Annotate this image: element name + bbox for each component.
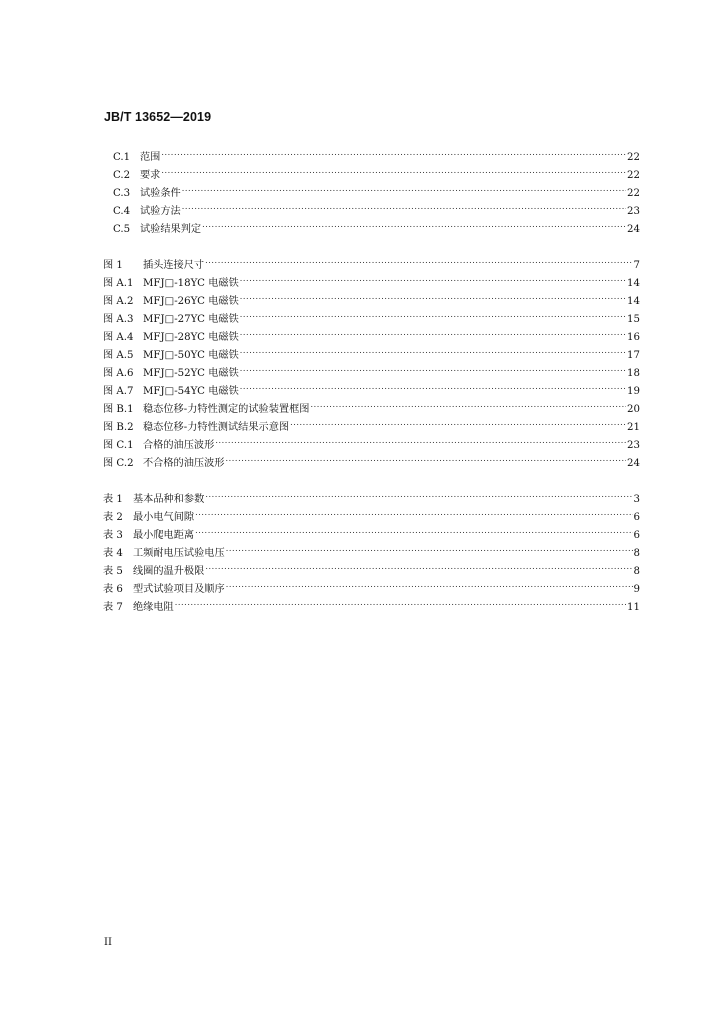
toc-entry[interactable]: [103, 377, 640, 397]
toc-entry-title: 稳态位移-力特性测试结果示意图: [143, 422, 290, 433]
toc-entry[interactable]: [113, 197, 640, 217]
toc-entry-page: 3: [633, 494, 640, 505]
toc-entry-number: 图 A.1: [103, 278, 134, 289]
toc-entry-page: 6: [633, 530, 640, 541]
toc-entry-number: 图 A.6: [103, 368, 134, 379]
toc-leader-dots: [182, 179, 626, 196]
toc-entry[interactable]: [103, 557, 640, 577]
toc-leader-dots: [205, 485, 632, 502]
toc-entry-title: 范围: [140, 152, 161, 163]
toc-entry-number: 图 C.2: [103, 458, 134, 469]
toc-entry-title: 试验方法: [140, 206, 181, 217]
toc-entry-page: 22: [627, 188, 640, 199]
toc-entry-title: 稳态位移-力特性测定的试验装置框图: [143, 404, 310, 415]
toc-entry-number: 表 7: [103, 602, 123, 613]
toc-entry[interactable]: [113, 215, 640, 235]
toc-entry-page: 18: [627, 368, 640, 379]
toc-entry[interactable]: [103, 575, 640, 595]
toc-entry-page: 8: [633, 566, 640, 577]
toc-leader-dots: [240, 305, 626, 322]
toc-entry[interactable]: [103, 359, 640, 379]
toc-leader-dots: [240, 341, 626, 358]
toc-entry[interactable]: [103, 341, 640, 361]
toc-entry-number: 表 4: [103, 548, 123, 559]
toc-entry[interactable]: [103, 539, 640, 559]
toc-entry[interactable]: [103, 593, 640, 613]
toc-entry-page: 6: [633, 512, 640, 523]
toc-leader-dots: [195, 521, 632, 538]
toc-entry[interactable]: [103, 413, 640, 433]
toc-entry[interactable]: [103, 269, 640, 289]
toc-entry-title: 绝缘电阻: [133, 602, 174, 613]
toc-entry-title: MFJ□-28YC 电磁铁: [143, 332, 239, 343]
toc-entry-title: 合格的油压波形: [143, 440, 215, 451]
toc-entry-number: 表 6: [103, 584, 123, 595]
toc-entry-number: 表 1: [103, 494, 123, 505]
toc-entry-title: MFJ□-50YC 电磁铁: [143, 350, 239, 361]
toc-entry[interactable]: [113, 179, 640, 199]
toc-entry-title: MFJ□-18YC 电磁铁: [143, 278, 239, 289]
toc-leader-dots: [161, 143, 626, 160]
toc-leader-dots: [240, 323, 626, 340]
toc-leader-dots: [195, 503, 632, 520]
toc-entry-number: C.4: [113, 206, 131, 217]
toc-leader-dots: [240, 359, 626, 376]
toc-entry-number: 表 5: [103, 566, 123, 577]
toc-leader-dots: [290, 413, 626, 430]
toc-entry-title: MFJ□-26YC 电磁铁: [143, 296, 239, 307]
toc-leader-dots: [240, 287, 626, 304]
toc-entry-title: 要求: [140, 170, 161, 181]
toc-entry-page: 23: [627, 440, 640, 451]
toc-entry[interactable]: [103, 323, 640, 343]
toc-entry-number: C.1: [113, 152, 131, 163]
toc-entry-page: 9: [633, 584, 640, 595]
toc-leader-dots: [205, 557, 632, 574]
toc-leader-dots: [240, 377, 626, 394]
document-code-header: JB/T 13652—2019: [104, 110, 212, 124]
toc-entry-number: 图 A.3: [103, 314, 134, 325]
toc-entry[interactable]: [103, 431, 640, 451]
toc-entry-title: 工频耐电压试验电压: [133, 548, 225, 559]
toc-entry-title: MFJ□-27YC 电磁铁: [143, 314, 239, 325]
toc-leader-dots: [310, 395, 626, 412]
toc-entry-page: 24: [627, 458, 640, 469]
toc-entry-page: 24: [627, 224, 640, 235]
toc-entry-title: 试验结果判定: [140, 224, 202, 235]
toc-entry-number: 图 A.7: [103, 386, 134, 397]
toc-entry-title: 插头连接尺寸: [143, 260, 205, 271]
toc-entry-title: 基本品种和参数: [133, 494, 205, 505]
toc-entry-number: 图 B.1: [103, 404, 134, 415]
toc-entry-page: 15: [627, 314, 640, 325]
toc-entry-page: 19: [627, 386, 640, 397]
toc-entry[interactable]: [103, 395, 640, 415]
toc-entry[interactable]: [113, 143, 640, 163]
toc-entry-title: 不合格的油压波形: [143, 458, 225, 469]
toc-entry-page: 22: [627, 170, 640, 181]
toc-leader-dots: [205, 251, 632, 268]
toc-entry-page: 16: [627, 332, 640, 343]
toc-entry-number: 图 C.1: [103, 440, 134, 451]
toc-entry-number: 图 1: [103, 260, 123, 271]
toc-entry-page: 14: [627, 278, 640, 289]
toc-entry-page: 20: [627, 404, 640, 415]
toc-entry-number: 表 3: [103, 530, 123, 541]
toc-entry-title: 型式试验项目及顺序: [133, 584, 225, 595]
toc-entry[interactable]: [103, 485, 640, 505]
toc-entry[interactable]: [103, 449, 640, 469]
toc-entry-number: 图 A.4: [103, 332, 134, 343]
toc-leader-dots: [182, 197, 626, 214]
toc-entry[interactable]: [103, 521, 640, 541]
toc-entry-title: 试验条件: [140, 188, 181, 199]
toc-leader-dots: [226, 449, 627, 466]
toc-entry-page: 23: [627, 206, 640, 217]
toc-leader-dots: [202, 215, 626, 232]
toc-entry-page: 14: [627, 296, 640, 307]
toc-leader-dots: [240, 269, 626, 286]
toc-leader-dots: [175, 593, 626, 610]
toc-entry-page: 7: [633, 260, 640, 271]
toc-entry-number: 图 A.5: [103, 350, 134, 361]
toc-leader-dots: [226, 575, 633, 592]
toc-leader-dots: [226, 539, 633, 556]
toc-entry[interactable]: [103, 251, 640, 271]
toc-entry-title: 最小电气间隙: [133, 512, 195, 523]
toc-entry[interactable]: [113, 161, 640, 181]
page-number: II: [104, 937, 112, 948]
toc-entry[interactable]: [103, 305, 640, 325]
toc-entry-page: 17: [627, 350, 640, 361]
toc-entry[interactable]: [103, 287, 640, 307]
toc-entry-number: C.5: [113, 224, 131, 235]
toc-entry-number: 图 B.2: [103, 422, 134, 433]
toc-entry-number: C.2: [113, 170, 131, 181]
toc-entry-title: MFJ□-54YC 电磁铁: [143, 386, 239, 397]
toc-entry-number: 表 2: [103, 512, 123, 523]
toc-leader-dots: [161, 161, 626, 178]
toc-entry-title: MFJ□-52YC 电磁铁: [143, 368, 239, 379]
toc-entry-title: 最小爬电距离: [133, 530, 195, 541]
toc-entry-number: C.3: [113, 188, 131, 199]
toc-entry-number: 图 A.2: [103, 296, 134, 307]
toc-entry-page: 8: [633, 548, 640, 559]
toc-entry-title: 线圈的温升极限: [133, 566, 205, 577]
toc-entry-page: 22: [627, 152, 640, 163]
toc-entry[interactable]: [103, 503, 640, 523]
toc-entry-page: 11: [627, 602, 640, 613]
toc-entry-page: 21: [627, 422, 640, 433]
toc-leader-dots: [215, 431, 626, 448]
